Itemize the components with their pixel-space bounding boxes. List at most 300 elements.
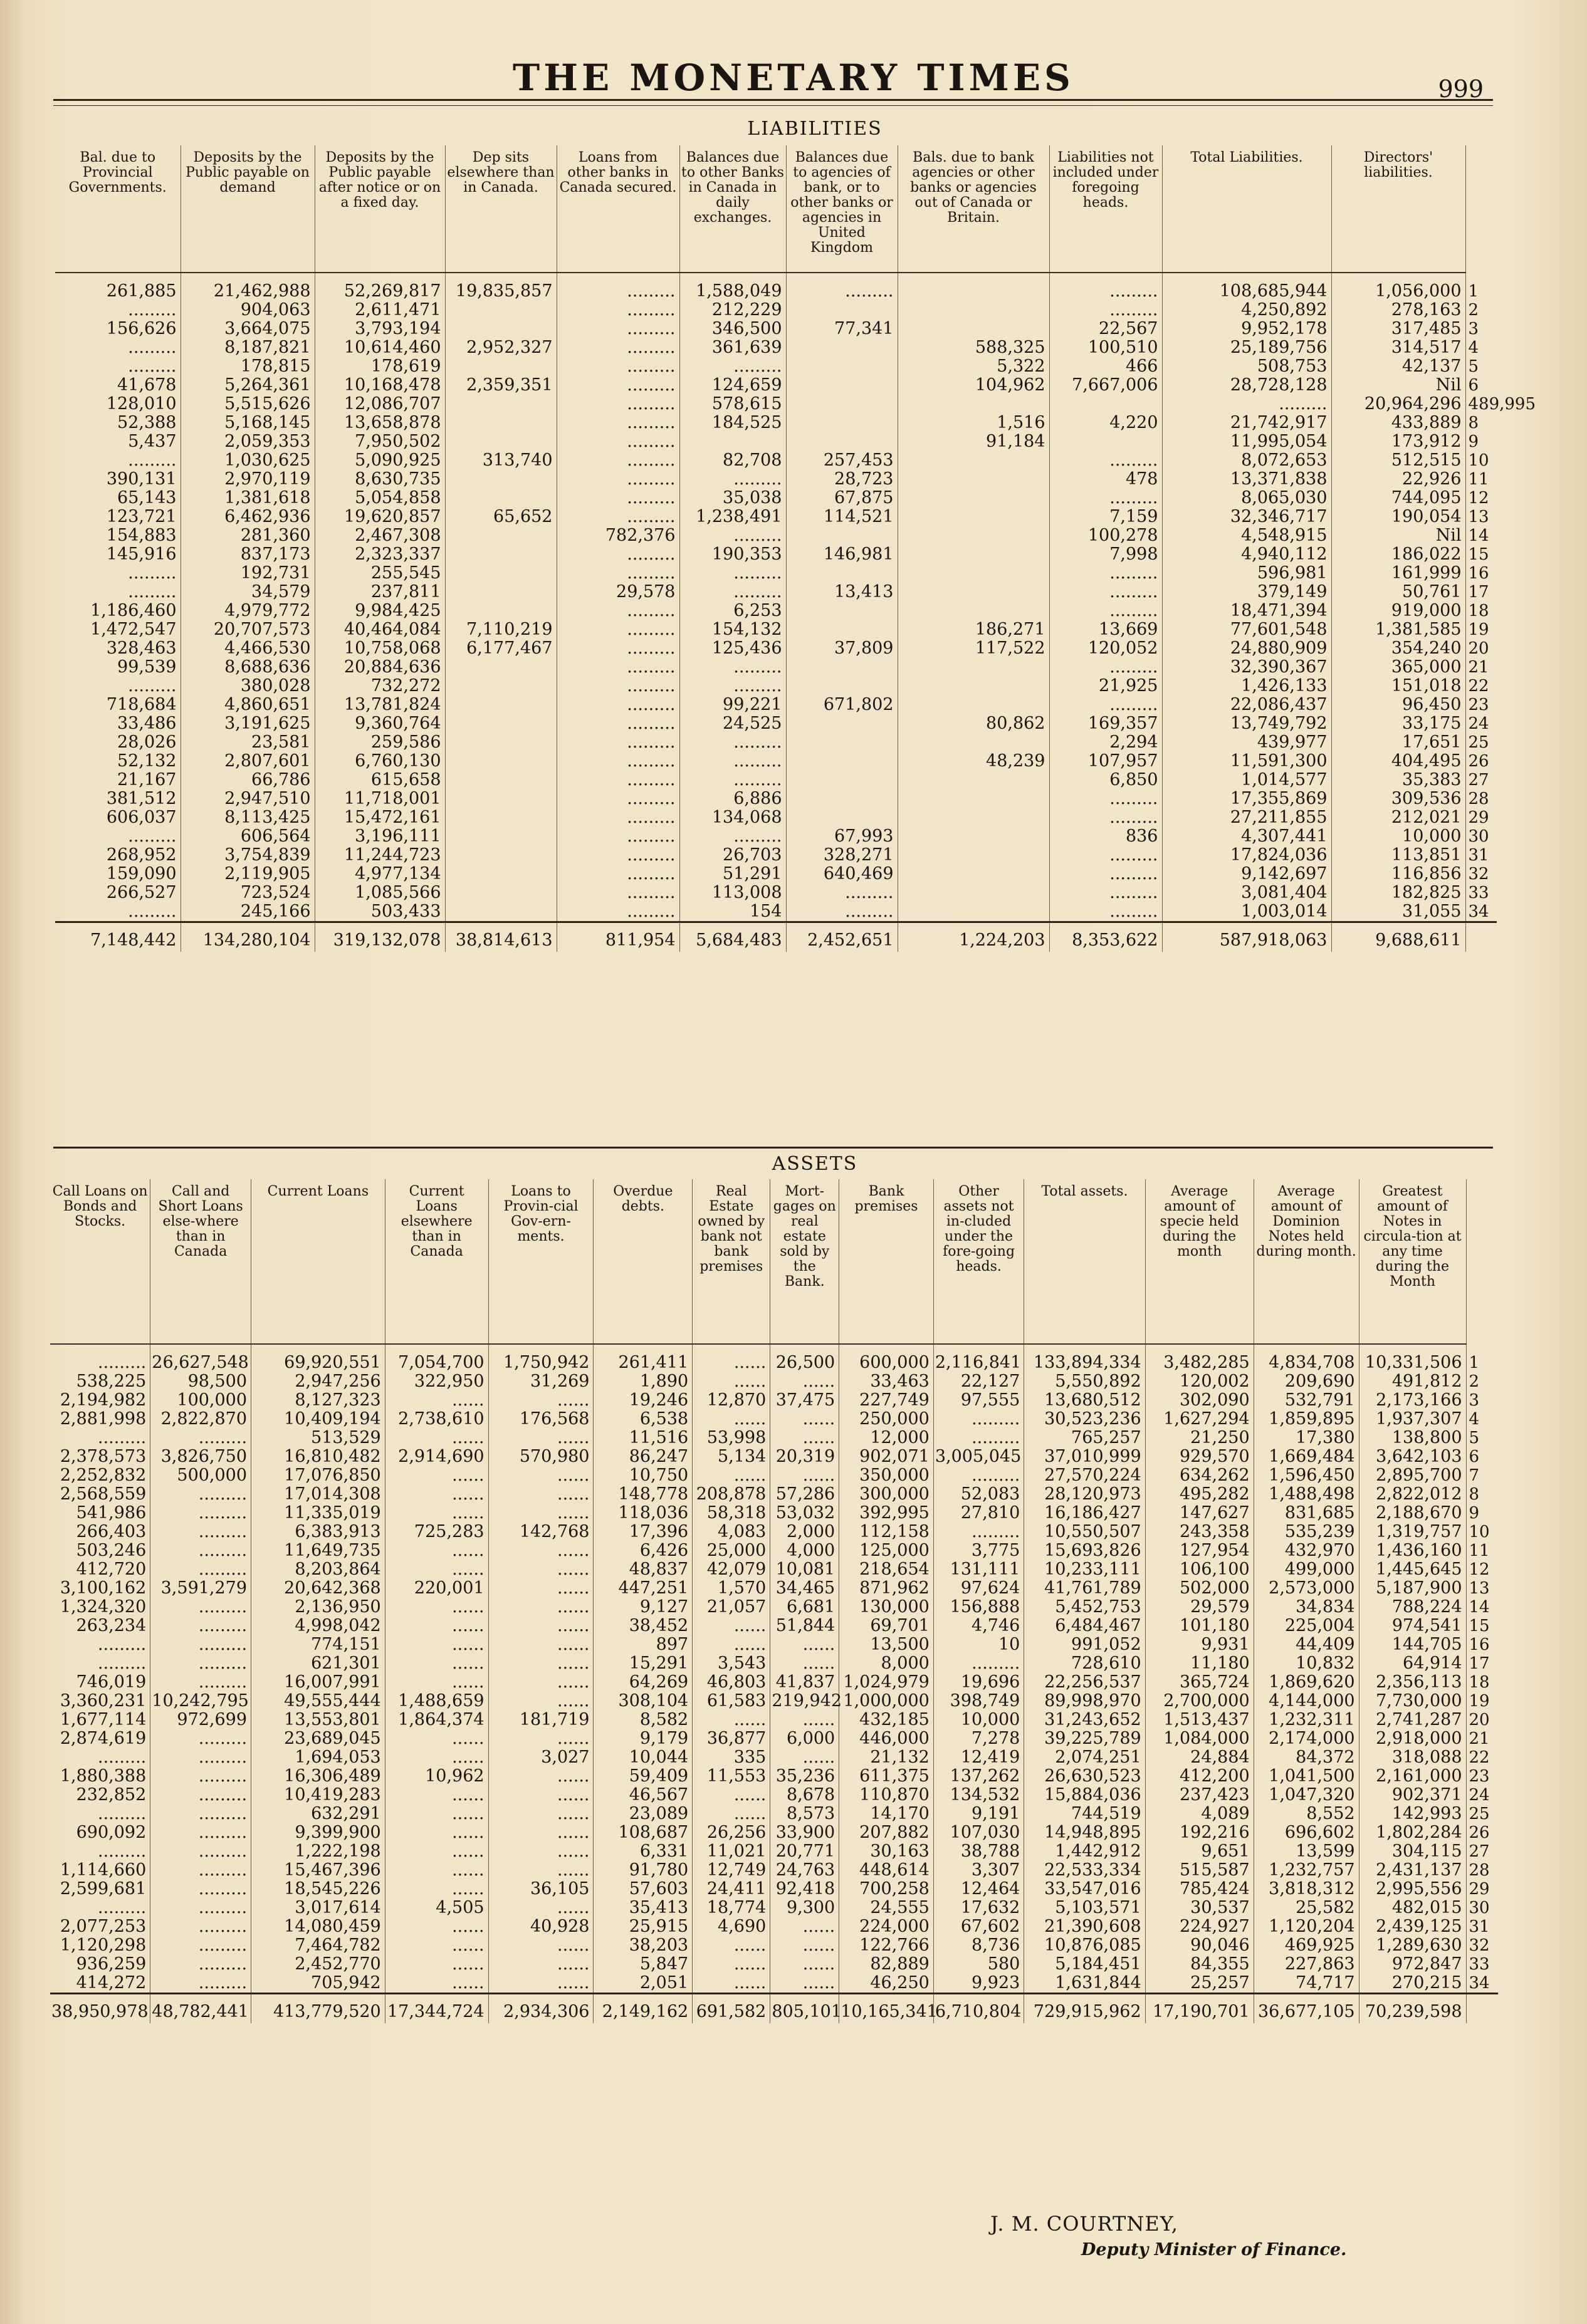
table-cell: 120,052 — [1049, 639, 1162, 658]
table-cell: 20,707,573 — [181, 620, 315, 639]
table-cell: 700,258 — [839, 1880, 934, 1899]
table-cell: ...... — [488, 1974, 594, 1994]
table-cell: 1,869,620 — [1254, 1673, 1359, 1692]
table-cell: 31,243,652 — [1024, 1711, 1145, 1729]
table-cell: 186,271 — [898, 620, 1049, 639]
table-cell: ......... — [50, 1899, 150, 1917]
table-cell: ...... — [385, 1880, 488, 1899]
table-row — [50, 1861, 1498, 1880]
table-cell: 335 — [693, 1748, 770, 1767]
table-cell — [786, 733, 898, 752]
liabilities-column-header: Bals. due to bank agencies or other banks or agencies out of Canada or Britain. — [898, 145, 1049, 273]
table-cell: 21,742,917 — [1162, 414, 1331, 432]
table-cell: ......... — [55, 564, 181, 583]
table-cell: 154,883 — [55, 526, 181, 545]
table-cell: ......... — [55, 338, 181, 357]
row-number: 19 — [1469, 1692, 1490, 1711]
table-cell: ......... — [1049, 846, 1162, 865]
table-cell: 4,998,042 — [251, 1617, 385, 1635]
table-cell: 10,419,283 — [251, 1786, 385, 1805]
table-cell: 190,353 — [679, 545, 786, 564]
table-cell: 18,545,226 — [251, 1880, 385, 1899]
table-cell: 432,185 — [839, 1711, 934, 1729]
table-cell: ......... — [933, 1654, 1024, 1673]
row-number: 22 — [1469, 1748, 1490, 1767]
row-number: 10 — [1469, 1523, 1490, 1541]
table-cell: 28,723 — [786, 470, 898, 489]
table-cell — [445, 545, 557, 564]
table-cell: 433,889 — [1331, 414, 1465, 432]
table-cell: ......... — [1049, 583, 1162, 602]
table-cell: 919,000 — [1331, 602, 1465, 620]
table-cell: ......... — [679, 658, 786, 677]
row-number: 27 — [1468, 771, 1489, 789]
liabilities-column-header: Dep sits elsewhere than in Canada. — [445, 145, 557, 273]
table-cell — [786, 301, 898, 320]
row-number-header — [1465, 145, 1497, 273]
table-cell: ...... — [385, 1466, 488, 1485]
table-cell: 58,318 — [693, 1504, 770, 1523]
table-cell: ......... — [50, 1748, 150, 1767]
table-row — [50, 1391, 1498, 1410]
table-cell — [898, 789, 1049, 808]
table-cell: ...... — [385, 1917, 488, 1936]
table-cell: 6,886 — [679, 789, 786, 808]
table-cell: ...... — [385, 1598, 488, 1617]
row-number: 5 — [1468, 357, 1479, 376]
table-cell: 13,599 — [1254, 1842, 1359, 1861]
table-cell: 354,240 — [1331, 639, 1465, 658]
table-cell: 2,252,832 — [50, 1466, 150, 1485]
table-cell: ......... — [1049, 789, 1162, 808]
table-cell: 266,403 — [50, 1523, 150, 1541]
table-cell: 1,442,912 — [1024, 1842, 1145, 1861]
table-cell: 309,536 — [1331, 789, 1465, 808]
table-cell: 112,158 — [839, 1523, 934, 1541]
table-cell: 16,810,482 — [251, 1447, 385, 1466]
total-cell: 2,934,306 — [488, 1994, 594, 2024]
table-cell: 535,239 — [1254, 1523, 1359, 1541]
table-cell: 10,876,085 — [1024, 1936, 1145, 1955]
table-cell: 113,851 — [1331, 846, 1465, 865]
table-cell: 108,687 — [594, 1823, 693, 1842]
row-number: 11 — [1469, 1541, 1490, 1560]
table-cell — [786, 414, 898, 432]
table-cell — [898, 696, 1049, 714]
assets-column-header: Loans to Provin-cial Gov-ern-ments. — [488, 1179, 594, 1344]
table-cell: 634,262 — [1145, 1466, 1254, 1485]
table-cell: ......... — [55, 301, 181, 320]
table-cell: ......... — [557, 470, 679, 489]
table-cell: 142,768 — [488, 1523, 594, 1541]
total-cell: 7,148,442 — [55, 922, 181, 952]
table-cell: 1,880,388 — [50, 1767, 150, 1786]
table-cell: 33,175 — [1331, 714, 1465, 733]
table-cell: 5,090,925 — [315, 451, 445, 470]
table-cell: 4,834,708 — [1254, 1344, 1359, 1372]
table-cell: 6,850 — [1049, 771, 1162, 789]
table-cell: 237,811 — [315, 583, 445, 602]
row-number: 20 — [1469, 1711, 1490, 1729]
table-cell: 89,998,970 — [1024, 1692, 1145, 1711]
table-cell: ...... — [693, 1466, 770, 1485]
assets-column-header: Average amount of Dominion Notes held during month. — [1254, 1179, 1359, 1344]
table-cell: 1,000,000 — [839, 1692, 934, 1711]
table-cell: ...... — [488, 1654, 594, 1673]
table-cell: 96,450 — [1331, 696, 1465, 714]
table-cell: 35,383 — [1331, 771, 1465, 789]
table-cell: ...... — [488, 1391, 594, 1410]
table-cell: 3,017,614 — [251, 1899, 385, 1917]
table-cell: ......... — [50, 1654, 150, 1673]
table-cell: 1,669,484 — [1254, 1447, 1359, 1466]
table-cell: 871,962 — [839, 1579, 934, 1598]
table-cell: 4,979,772 — [181, 602, 315, 620]
table-cell: ......... — [150, 1955, 251, 1974]
table-cell: 2,188,670 — [1359, 1504, 1466, 1523]
table-cell: ......... — [557, 620, 679, 639]
table-cell: ......... — [679, 526, 786, 545]
totals-row — [55, 922, 1497, 952]
table-cell: 145,916 — [55, 545, 181, 564]
table-cell: Nil — [1331, 526, 1465, 545]
table-cell: ......... — [557, 733, 679, 752]
row-number: 13 — [1469, 1579, 1490, 1598]
table-cell: 11,021 — [693, 1842, 770, 1861]
table-cell: ...... — [385, 1504, 488, 1523]
table-cell: ......... — [50, 1344, 150, 1372]
table-cell: 34,465 — [770, 1579, 839, 1598]
table-cell — [445, 395, 557, 414]
table-cell: 159,090 — [55, 865, 181, 883]
table-cell: 515,587 — [1145, 1861, 1254, 1880]
table-cell: 9,127 — [594, 1598, 693, 1617]
table-cell: 5,452,753 — [1024, 1598, 1145, 1617]
table-cell: ......... — [55, 677, 181, 696]
table-cell: 33,547,016 — [1024, 1880, 1145, 1899]
table-cell: ...... — [488, 1541, 594, 1560]
table-cell: 40,464,084 — [315, 620, 445, 639]
table-cell: 14,170 — [839, 1805, 934, 1823]
total-cell: 1,224,203 — [898, 922, 1049, 952]
table-cell — [445, 414, 557, 432]
table-cell: 34,579 — [181, 583, 315, 602]
table-row — [55, 883, 1497, 902]
table-cell: 8,065,030 — [1162, 489, 1331, 508]
table-cell: 82,889 — [839, 1955, 934, 1974]
table-cell: 40,928 — [488, 1917, 594, 1936]
table-cell: 1,014,577 — [1162, 771, 1331, 789]
masthead-rule — [53, 99, 1493, 101]
table-cell: 27,211,855 — [1162, 808, 1331, 827]
table-cell: 117,522 — [898, 639, 1049, 658]
table-cell: 13,371,838 — [1162, 470, 1331, 489]
table-cell: ......... — [557, 639, 679, 658]
table-cell: 3,543 — [693, 1654, 770, 1673]
table-cell — [786, 376, 898, 395]
table-cell — [898, 733, 1049, 752]
table-cell — [786, 771, 898, 789]
table-cell: ......... — [150, 1485, 251, 1504]
table-cell: 17,380 — [1254, 1429, 1359, 1447]
table-cell: ......... — [150, 1823, 251, 1842]
row-number: 2 — [1468, 301, 1479, 320]
table-cell: ...... — [385, 1560, 488, 1579]
table-cell: 2,947,510 — [181, 789, 315, 808]
table-cell: 503,246 — [50, 1541, 150, 1560]
table-row — [50, 1899, 1498, 1917]
table-cell: 902,371 — [1359, 1786, 1466, 1805]
row-number: 34 — [1469, 1974, 1490, 1993]
table-row — [55, 865, 1497, 883]
table-cell: 439,977 — [1162, 733, 1331, 752]
table-cell: 36,877 — [693, 1729, 770, 1748]
table-cell — [445, 696, 557, 714]
table-cell: 9,179 — [594, 1729, 693, 1748]
table-cell — [445, 677, 557, 696]
table-cell: 30,537 — [1145, 1899, 1254, 1917]
table-cell — [898, 395, 1049, 414]
table-cell: 232,852 — [50, 1786, 150, 1805]
table-cell: ...... — [770, 1955, 839, 1974]
table-cell: 27,570,224 — [1024, 1466, 1145, 1485]
table-cell: ...... — [488, 1635, 594, 1654]
table-cell: 84,372 — [1254, 1748, 1359, 1767]
table-cell: ......... — [150, 1842, 251, 1861]
table-cell: ......... — [557, 564, 679, 583]
table-cell: 33,486 — [55, 714, 181, 733]
table-cell — [898, 273, 1049, 301]
table-cell: 1,627,294 — [1145, 1410, 1254, 1429]
table-cell: ......... — [1049, 301, 1162, 320]
row-number: 21 — [1468, 658, 1489, 677]
table-cell: 22,926 — [1331, 470, 1465, 489]
table-cell: 9,360,764 — [315, 714, 445, 733]
table-cell: 49,555,444 — [251, 1692, 385, 1711]
table-cell: 3,826,750 — [150, 1447, 251, 1466]
table-cell — [786, 526, 898, 545]
liabilities-column-header: Balances due to other Banks in Canada in daily exchanges. — [679, 145, 786, 273]
table-cell: 621,301 — [251, 1654, 385, 1673]
table-cell: 2,294 — [1049, 733, 1162, 752]
table-cell: 5,515,626 — [181, 395, 315, 414]
table-cell: 3,360,231 — [50, 1692, 150, 1711]
table-cell: ...... — [693, 1711, 770, 1729]
table-cell: 19,835,857 — [445, 273, 557, 301]
table-cell: 24,411 — [693, 1880, 770, 1899]
table-cell: 22,086,437 — [1162, 696, 1331, 714]
table-cell: 24,525 — [679, 714, 786, 733]
table-cell: 10,758,068 — [315, 639, 445, 658]
table-cell: 9,399,900 — [251, 1823, 385, 1842]
table-cell: 32,346,717 — [1162, 508, 1331, 526]
table-cell: 3,100,162 — [50, 1579, 150, 1598]
table-cell: 14,080,459 — [251, 1917, 385, 1936]
row-number: 5 — [1469, 1429, 1480, 1447]
table-cell — [898, 583, 1049, 602]
table-row — [50, 1880, 1498, 1899]
row-number: 6 — [1469, 1447, 1480, 1466]
table-cell: 322,950 — [385, 1372, 488, 1391]
table-cell: 12,086,707 — [315, 395, 445, 414]
row-number: 17 — [1469, 1654, 1490, 1673]
table-cell: 2,467,308 — [315, 526, 445, 545]
row-number: 1 — [1469, 1353, 1480, 1372]
table-cell: 7,054,700 — [385, 1344, 488, 1372]
table-cell: 154,132 — [679, 620, 786, 639]
table-cell: 725,283 — [385, 1523, 488, 1541]
table-cell: 20,964,296 — [1331, 395, 1465, 414]
table-row — [50, 1466, 1498, 1485]
table-cell: 245,166 — [181, 902, 315, 922]
total-cell: 6,710,804 — [933, 1994, 1024, 2024]
table-cell: ......... — [786, 902, 898, 922]
table-cell: ......... — [50, 1429, 150, 1447]
table-cell: ...... — [385, 1391, 488, 1410]
table-cell: 8,630,735 — [315, 470, 445, 489]
table-cell: ......... — [150, 1635, 251, 1654]
table-cell: ...... — [385, 1936, 488, 1955]
table-cell: 99,539 — [55, 658, 181, 677]
table-cell: ......... — [150, 1617, 251, 1635]
table-cell: 469,925 — [1254, 1936, 1359, 1955]
table-cell: 632,291 — [251, 1805, 385, 1823]
table-cell: 69,701 — [839, 1617, 934, 1635]
table-cell: ......... — [50, 1842, 150, 1861]
table-cell: ...... — [770, 1466, 839, 1485]
table-cell — [898, 602, 1049, 620]
table-cell: 24,880,909 — [1162, 639, 1331, 658]
table-cell: 390,131 — [55, 470, 181, 489]
table-cell: 10 — [933, 1635, 1024, 1654]
table-cell: ...... — [693, 1635, 770, 1654]
table-cell: 11,335,019 — [251, 1504, 385, 1523]
table-cell: 1,570 — [693, 1579, 770, 1598]
table-cell: ......... — [557, 752, 679, 771]
table-cell: 173,912 — [1331, 432, 1465, 451]
table-cell: 182,825 — [1331, 883, 1465, 902]
table-cell: 154 — [679, 902, 786, 922]
total-cell: 805,101 — [770, 1994, 839, 2024]
table-cell: 615,658 — [315, 771, 445, 789]
table-cell: 227,749 — [839, 1391, 934, 1410]
table-cell: 21,057 — [693, 1598, 770, 1617]
table-cell: 1,859,895 — [1254, 1410, 1359, 1429]
table-cell: 18,471,394 — [1162, 602, 1331, 620]
table-row — [55, 583, 1497, 602]
table-cell: ......... — [679, 733, 786, 752]
table-cell: 208,878 — [693, 1485, 770, 1504]
table-cell: ......... — [55, 357, 181, 376]
table-cell: 190,054 — [1331, 508, 1465, 526]
table-cell: 8,582 — [594, 1711, 693, 1729]
table-cell: 148,778 — [594, 1485, 693, 1504]
table-cell: ......... — [679, 771, 786, 789]
table-row — [50, 1823, 1498, 1842]
table-cell: 142,993 — [1359, 1805, 1466, 1823]
table-cell: 1,488,498 — [1254, 1485, 1359, 1504]
table-cell: 8,113,425 — [181, 808, 315, 827]
table-cell: 100,510 — [1049, 338, 1162, 357]
table-cell: 580 — [933, 1955, 1024, 1974]
table-cell: 8,573 — [770, 1805, 839, 1823]
table-cell: ......... — [55, 451, 181, 470]
table-cell: 281,360 — [181, 526, 315, 545]
table-cell: 1,186,460 — [55, 602, 181, 620]
table-cell: 134,532 — [933, 1786, 1024, 1805]
table-cell: 100,278 — [1049, 526, 1162, 545]
table-cell: 8,688,636 — [181, 658, 315, 677]
row-number: 8 — [1468, 414, 1479, 432]
table-cell: 10,614,460 — [315, 338, 445, 357]
table-cell — [445, 808, 557, 827]
table-cell: 1,426,133 — [1162, 677, 1331, 696]
table-row — [50, 1429, 1498, 1447]
table-cell — [445, 752, 557, 771]
table-cell: ...... — [488, 1823, 594, 1842]
table-cell: 22,127 — [933, 1372, 1024, 1391]
table-cell: 82,708 — [679, 451, 786, 470]
table-cell: 212,021 — [1331, 808, 1465, 827]
table-cell: 250,000 — [839, 1410, 934, 1429]
table-cell: ......... — [1162, 395, 1331, 414]
row-number: 26 — [1468, 752, 1489, 771]
table-cell: ...... — [693, 1617, 770, 1635]
table-cell: 13,680,512 — [1024, 1391, 1145, 1410]
table-cell — [898, 508, 1049, 526]
table-row — [50, 1955, 1498, 1974]
table-cell: ...... — [488, 1842, 594, 1861]
table-cell: ......... — [1049, 273, 1162, 301]
table-cell — [786, 602, 898, 620]
table-cell: 7,950,502 — [315, 432, 445, 451]
table-cell: 1,120,204 — [1254, 1917, 1359, 1936]
table-cell: 92,418 — [770, 1880, 839, 1899]
table-cell: 259,586 — [315, 733, 445, 752]
table-cell: 227,863 — [1254, 1955, 1359, 1974]
table-row — [50, 1504, 1498, 1523]
table-cell: ...... — [385, 1654, 488, 1673]
table-cell: 86,247 — [594, 1447, 693, 1466]
table-cell: 2,700,000 — [1145, 1692, 1254, 1711]
table-cell: 57,603 — [594, 1880, 693, 1899]
table-row — [50, 1786, 1498, 1805]
table-cell: ......... — [933, 1466, 1024, 1485]
table-cell: ......... — [150, 1786, 251, 1805]
table-cell: 29,579 — [1145, 1598, 1254, 1617]
table-cell: ...... — [385, 1748, 488, 1767]
table-cell — [898, 883, 1049, 902]
signature-title: Deputy Minister of Finance. — [1081, 2240, 1347, 2259]
table-cell: 1,222,198 — [251, 1842, 385, 1861]
row-number: 16 — [1468, 564, 1489, 583]
table-cell: ......... — [150, 1805, 251, 1823]
table-cell: 3,027 — [488, 1748, 594, 1767]
table-row — [50, 1635, 1498, 1654]
total-cell: 413,779,520 — [251, 1994, 385, 2024]
table-cell: 2,995,556 — [1359, 1880, 1466, 1899]
total-cell: 17,190,701 — [1145, 1994, 1254, 2024]
table-cell: ......... — [150, 1504, 251, 1523]
table-cell: 4,860,651 — [181, 696, 315, 714]
table-cell: 541,986 — [50, 1504, 150, 1523]
table-cell: 346,500 — [679, 320, 786, 338]
table-cell: 9,952,178 — [1162, 320, 1331, 338]
table-cell: 61,583 — [693, 1692, 770, 1711]
table-cell — [786, 432, 898, 451]
table-cell: 1,596,450 — [1254, 1466, 1359, 1485]
table-row — [50, 1729, 1498, 1748]
